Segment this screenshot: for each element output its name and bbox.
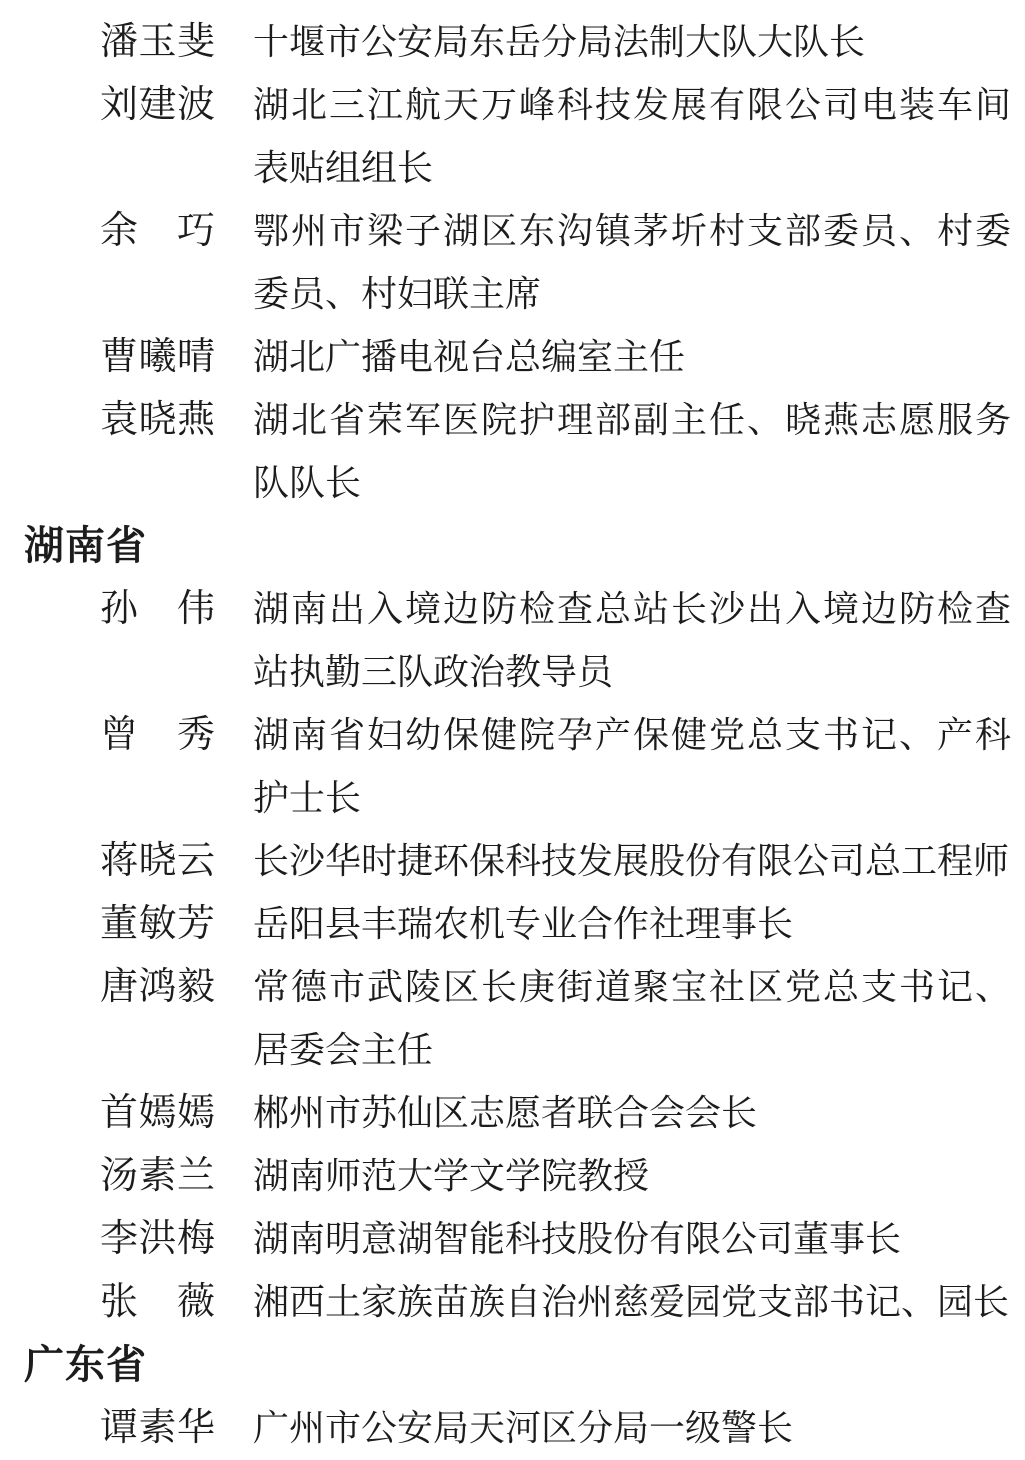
honoree-title-line: 常德市武陵区长庚街道聚宝社区党总支书记、 (253, 967, 1011, 1007)
honoree-name-char: 嫣 (176, 1092, 215, 1134)
honoree-name-char: 芳 (176, 903, 215, 945)
honoree-title-line: 表贴组组长 (253, 148, 434, 188)
honoree-row (0, 11, 1025, 74)
honoree-name-char: 潘 (100, 21, 139, 63)
honoree-title (253, 1082, 1011, 1145)
honoree-title (253, 74, 1011, 200)
honoree-name-char: 敏 (138, 903, 177, 945)
honoree-title (253, 1397, 1011, 1460)
honoree-name-char: 鸿 (138, 966, 177, 1008)
honoree-row (0, 1208, 1025, 1271)
honoree-name-char: 嫣 (138, 1092, 177, 1134)
honoree-title-line: 长沙华时捷环保科技发展股份有限公司总工程师 (253, 841, 1010, 881)
honoree-name-char: 张 (100, 1281, 139, 1323)
honoree-name (100, 326, 215, 389)
honoree-title-line: 十堰市公安局东岳分局法制大队大队长 (253, 22, 866, 62)
honoree-title (253, 893, 1011, 956)
honoree-name-char: 余 (100, 210, 139, 252)
honoree-name-char: 谭 (100, 1407, 139, 1449)
honoree-name-char: 建 (138, 84, 177, 126)
honoree-title-line: 湖北三江航天万峰科技发展有限公司电装车间 (253, 85, 1011, 125)
honoree-name-char: 蒋 (100, 840, 139, 882)
honoree-title-line: 湖南师范大学文学院教授 (253, 1156, 650, 1196)
honoree-name (100, 578, 215, 641)
honoree-title (253, 956, 1011, 1082)
honoree-name (100, 1082, 215, 1145)
honoree-title (253, 11, 1011, 74)
honoree-row (0, 578, 1025, 704)
province-header: 湖南省 (24, 524, 147, 568)
honoree-name-char: 刘 (100, 84, 139, 126)
honoree-name (100, 1208, 215, 1271)
honoree-title-line: 湖南省妇幼保健院孕产保健党总支书记、产科 (253, 715, 1011, 755)
honoree-name-char: 波 (176, 84, 215, 126)
honoree-name-char: 华 (176, 1407, 215, 1449)
honoree-title (253, 200, 1011, 326)
province-header: 广东省 (24, 1343, 147, 1387)
honoree-title-line: 鄂州市梁子湖区东沟镇茅圻村支部委员、村委 (253, 211, 1011, 251)
honoree-row (0, 1145, 1025, 1208)
honoree-name-char: 巧 (176, 210, 215, 252)
honoree-name (100, 1271, 215, 1334)
honoree-title-line: 委员、村妇联主席 (253, 274, 542, 314)
honoree-name-char: 素 (138, 1155, 177, 1197)
honoree-name-char: 晓 (138, 840, 177, 882)
honoree-name (100, 1397, 215, 1460)
honoree-name (100, 830, 215, 893)
honoree-name-char: 云 (176, 840, 215, 882)
honoree-title (253, 704, 1011, 830)
honoree-title-line: 队队长 (253, 463, 362, 503)
honoree-title (253, 1271, 1011, 1334)
honoree-title-line: 湘西土家族苗族自治州慈爱园党支部书记、园长 (253, 1282, 1010, 1322)
honoree-name-char: 洪 (138, 1218, 177, 1260)
honoree-name (100, 1145, 215, 1208)
honoree-name-char: 秀 (176, 714, 215, 756)
honoree-title-line: 居委会主任 (253, 1030, 434, 1070)
honoree-name-char: 燕 (176, 399, 215, 441)
honoree-name-char: 董 (100, 903, 139, 945)
honoree-name-char: 曾 (100, 714, 139, 756)
honoree-name-char: 素 (138, 1407, 177, 1449)
honoree-title-line: 湖北广播电视台总编室主任 (253, 337, 686, 377)
honoree-name-char: 孙 (100, 588, 139, 630)
honoree-title-line: 岳阳县丰瑞农机专业合作社理事长 (253, 904, 794, 944)
honoree-row (0, 1082, 1025, 1145)
honoree-name (100, 893, 215, 956)
honoree-name-char: 汤 (100, 1155, 139, 1197)
honoree-title (253, 1145, 1011, 1208)
honoree-row (0, 704, 1025, 830)
honoree-title-line: 郴州市苏仙区志愿者联合会会长 (253, 1093, 758, 1133)
honoree-name-char: 李 (100, 1218, 139, 1260)
honoree-row (0, 893, 1025, 956)
honoree-row (0, 74, 1025, 200)
honoree-name (100, 74, 215, 137)
honoree-name-char: 袁 (100, 399, 139, 441)
honoree-name-char: 晓 (138, 399, 177, 441)
honoree-name (100, 956, 215, 1019)
honoree-row (0, 1271, 1025, 1334)
honoree-title-line: 站执勤三队政治教导员 (253, 652, 614, 692)
honoree-name-char: 唐 (100, 966, 139, 1008)
honoree-name-char: 毅 (176, 966, 215, 1008)
honoree-title (253, 389, 1011, 515)
honoree-name-char: 斐 (176, 21, 215, 63)
honoree-name-char: 玉 (138, 21, 177, 63)
honoree-title-line: 湖南明意湖智能科技股份有限公司董事长 (253, 1219, 902, 1259)
honoree-name-char: 曹 (100, 336, 139, 378)
honoree-title-line: 广州市公安局天河区分局一级警长 (253, 1408, 794, 1448)
honoree-name-char: 薇 (176, 1281, 215, 1323)
honoree-title-line: 护士长 (253, 778, 362, 818)
honoree-row (0, 1397, 1025, 1460)
honoree-name-char: 曦 (138, 336, 177, 378)
honoree-row (0, 389, 1025, 515)
honoree-row (0, 956, 1025, 1082)
honoree-title (253, 1208, 1011, 1271)
honoree-title-line: 湖南出入境边防检查总站长沙出入境边防检查 (253, 589, 1011, 629)
honoree-title (253, 578, 1011, 704)
honoree-title (253, 830, 1011, 893)
honoree-row (0, 326, 1025, 389)
honoree-row (0, 830, 1025, 893)
honoree-name-char: 梅 (176, 1218, 215, 1260)
honoree-name-char: 晴 (176, 336, 215, 378)
honoree-name (100, 200, 215, 263)
honoree-name-char: 兰 (176, 1155, 215, 1197)
honoree-row (0, 200, 1025, 326)
honoree-title (253, 326, 1011, 389)
honoree-name (100, 704, 215, 767)
honoree-name (100, 389, 215, 452)
honoree-title-line: 湖北省荣军医院护理部副主任、晓燕志愿服务 (253, 400, 1011, 440)
honoree-name (100, 11, 215, 74)
honoree-name-char: 首 (100, 1092, 139, 1134)
honoree-name-char: 伟 (176, 588, 215, 630)
